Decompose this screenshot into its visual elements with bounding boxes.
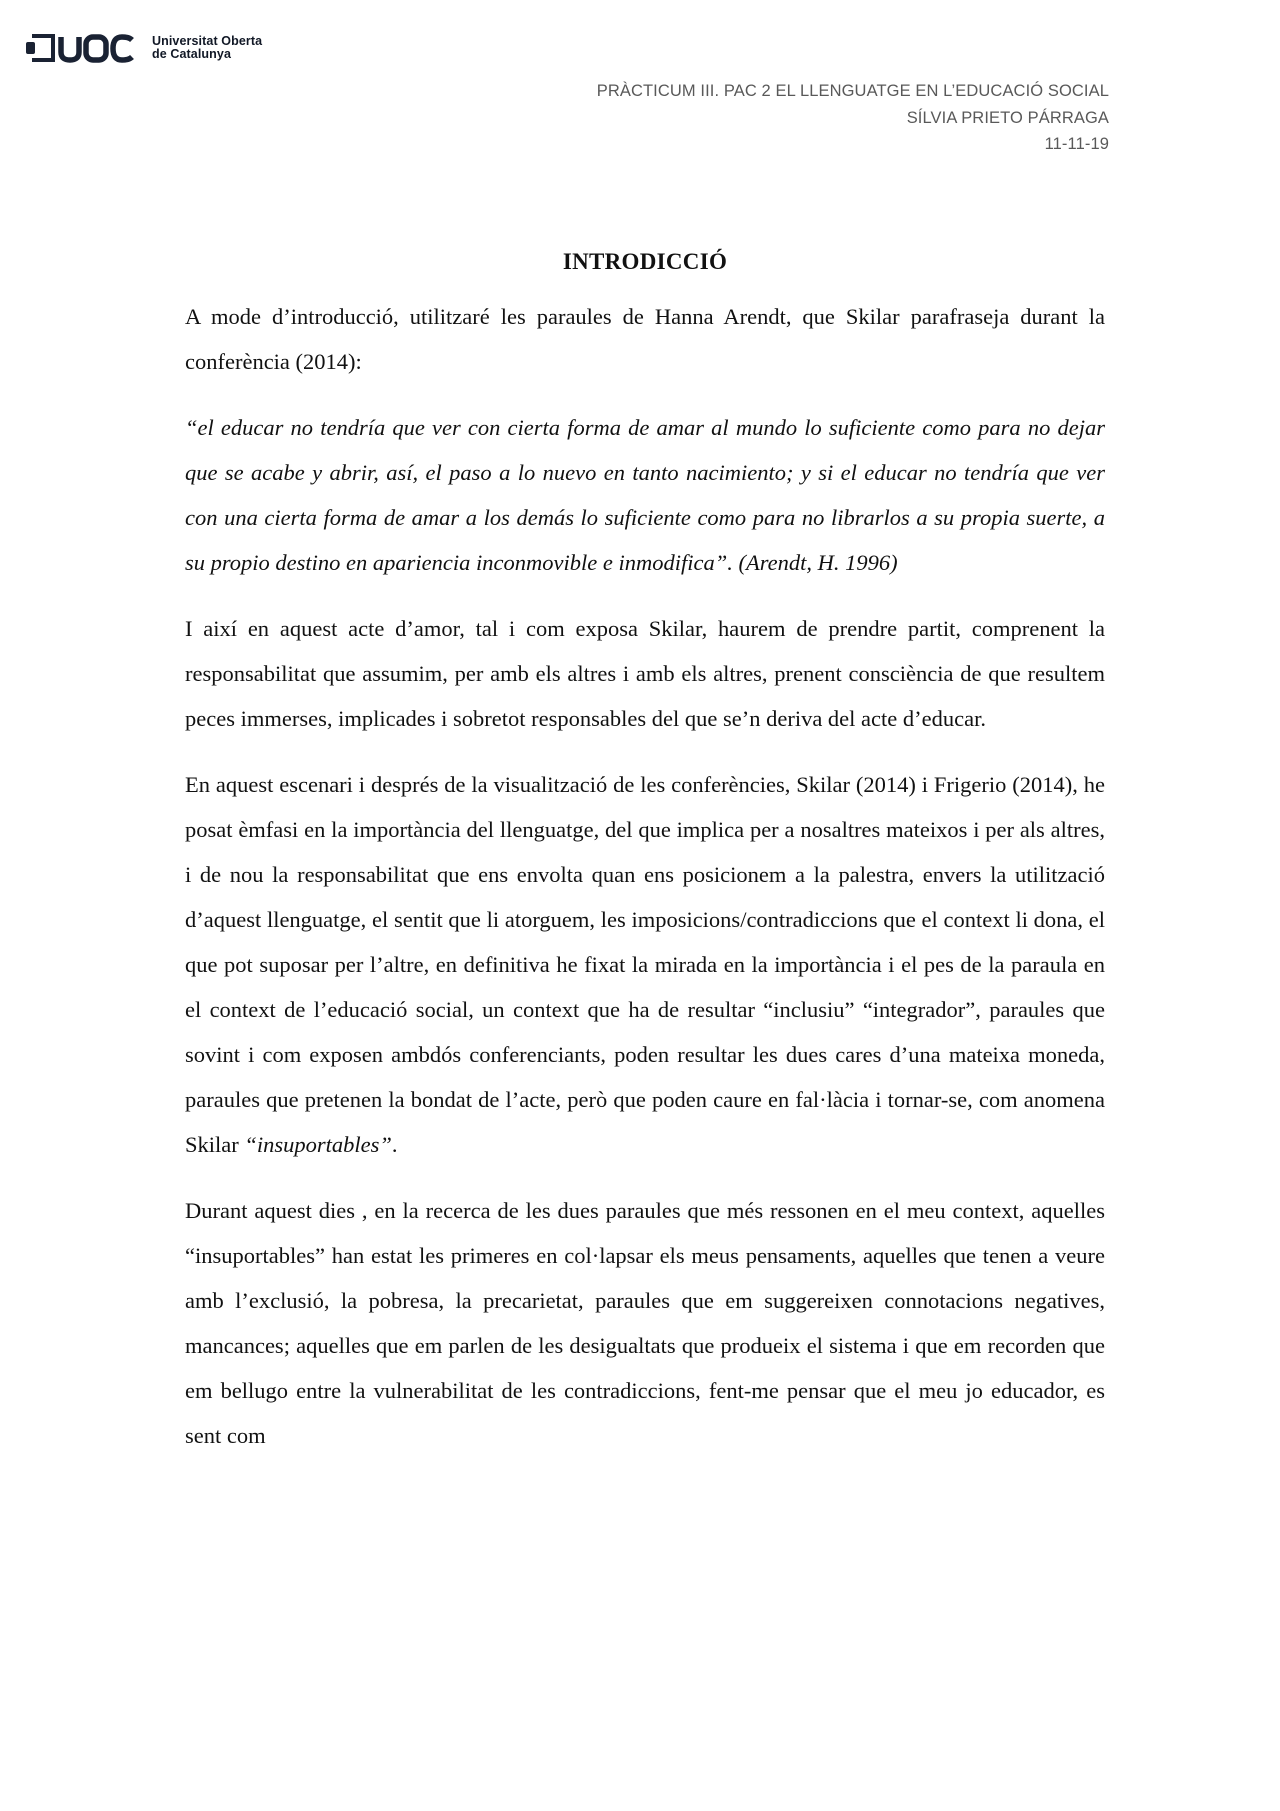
paragraph-love-act: I així en aquest acte d’amor, tal i com exposa Skilar, haurem de prendre partit, comprenent la responsabilitat que assumim, per amb els altres i amb els altres, prenent consciència de que resultem peces immerses, implicades i sobretot responsables del que se’n deriva del acte d’educar. — [185, 616, 1105, 731]
running-header — [597, 78, 1109, 158]
uoc-logo — [26, 33, 262, 63]
paragraph-language-text: En aquest escenari i després de la visualització de les conferències, Skilar (2014) i Frigerio (2014), he posat èmfasi en la importància del llenguatge, del que implica per a nosaltres mateixos i per als altres, i de nou la responsabilitat que ens envolta quan ens posicionem a la palestra, envers la utilització d’aquest llenguatge, el sentit que li atorguem, les imposicions/contradiccions que el context li dona, el que pot suposar per l’altre, en definitiva he fixat la mirada en la importància i el pes de la paraula en el context de l’educació social, un context que ha de resultar “inclusiu” “integrador”, paraules que sovint i com exposen ambdós conferenciants, poden resultar les dues cares d’una mateixa moneda, paraules que pretenen la bondat de l’acte, però que poden caure en fal·làcia i tornar-se, com anomena Skilar — [185, 772, 1105, 1157]
uoc-logo-line1: Universitat Oberta — [152, 34, 263, 48]
paragraph-language — [185, 762, 1105, 1167]
uoc-logo-line2: de Catalunya — [152, 47, 232, 61]
header-course-line: PRÀCTICUM III. PAC 2 EL LLENGUATGE EN L’EDUCACIÓ SOCIAL — [596, 82, 1109, 100]
uoc-logo-icon — [26, 33, 136, 63]
uoc-logo-text — [152, 35, 262, 61]
paragraph-words: Durant aquest dies , en la recerca de les dues paraules que més ressonen en el meu context, aquelles “insuportables” han estat les primeres en col·lapsar els meus pensaments, aquelles que tenen a veure amb l’exclusió, la pobresa, la precarietat, paraules que em suggereixen connotacions negatives, mancances; aquelles que em parlen de les desigualtats que produeix el sistema i que em recorden que em bellugo entre la vulnerabilitat de les contradiccions, fent-me pensar que el meu jo educador, es sent com — [185, 1198, 1105, 1448]
uoc-logo-mark — [26, 33, 136, 63]
document-body — [185, 246, 1105, 1479]
document-title: INTRODICCIÓ — [562, 249, 728, 274]
paragraph-language-end: . — [391, 1132, 398, 1157]
header-date: 11-11-19 — [1044, 135, 1109, 153]
paragraph-intro: A mode d’introducció, utilitzaré les paraules de Hanna Arendt, que Skilar parafraseja durant la conferència (2014): — [185, 304, 1105, 374]
header-author: SÍLVIA PRIETO PÁRRAGA — [906, 108, 1109, 127]
arendt-quote: “el educar no tendría que ver con cierta forma de amar al mundo lo suficiente como para no dejar que se acabe y abrir, así, el paso a lo nuevo en tanto nacimiento; y si el educar no tendría que ver con una cierta forma de amar a los demás lo suficiente como para no librarlos a su propia suerte, a su propio destino en apariencia inconmovible e inmodifica”. (Arendt, H. 1996) — [185, 415, 1105, 575]
emphasis-insuportables: “insuportables” — [244, 1132, 392, 1157]
